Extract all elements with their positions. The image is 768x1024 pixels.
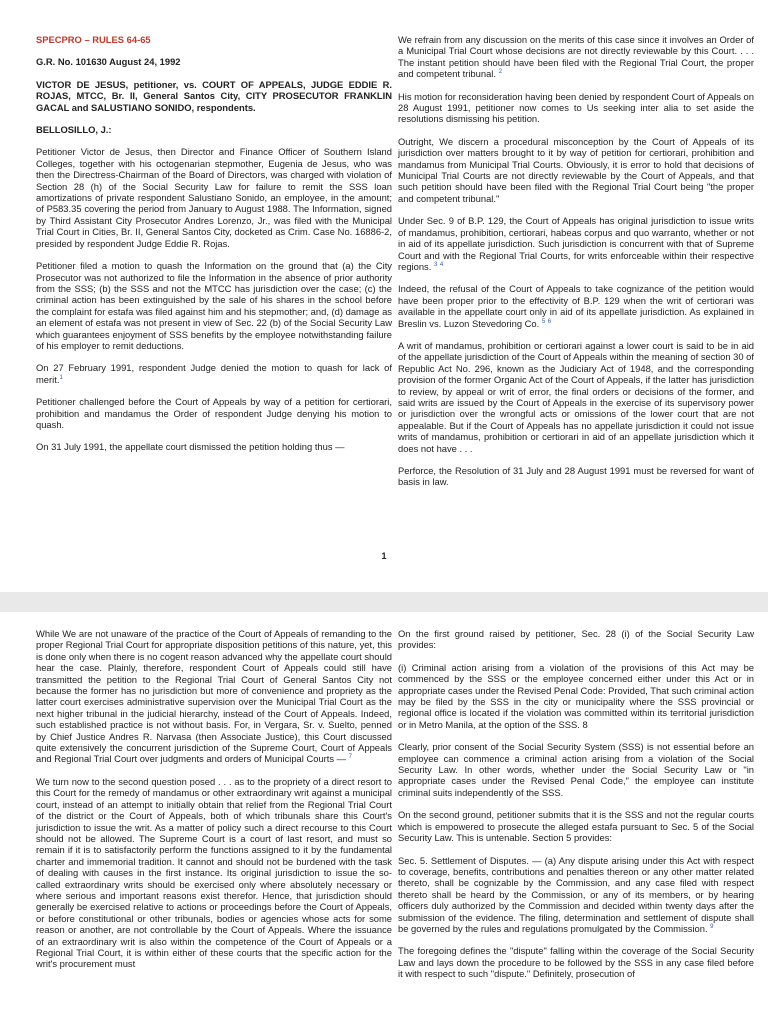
paragraph: Petitioner filed a motion to quash the Information on the ground that (a) the City Prosecutor was not authorized to file the Information in the absence of prior authority from the SSS; (b) the SSS and not the MTCC has jurisdiction over the case; (c) the criminal action has been extinguished by the sale of his shares in the school before the complaint for estafa was filed against him and his stepmother; and, (d) damage as an element of estafa was not present in view of Sec. 22 (b) of the Social Security Law which guarantees enjoyment of SSS benefits by the employee notwithstanding failure of his employer to remit deductions. [36,260,392,351]
paragraph: On the second ground, petitioner submits that it is the SSS and not the regular courts which is empowered to prosecute the alleged estafa pursuant to Sec. 5 of the Social Security Law. This is untenable. Section 5 provides: [398,809,754,844]
paragraph: The foregoing defines the "dispute" falling within the coverage of the Social Security Law and lays down the procedure to be followed by the SSS in any case filed before it with respect to such "dispute." Definitely, prosecution of [398,945,754,980]
paragraph: While We are not unaware of the practice of the Court of Appeals of remanding to the proper Regional Trial Court for appropriate disposition petitions of this nature, yet, this is done only when there is no cogent reason advanced why the appellate court should hear the case. Plainly, therefore, respondent Court of Appeals could still have transmitted the petition to the Regional Trial Court of General Santos City not because the former has no jurisdiction but more of convenience and propriety as the latter court exercises administrative supervision over the Municipal Trial Court as the next higher tribunal in the judicial hierarchy, instead of the Court of Appeals. Indeed, such established practice is not without basis. For, in Vergara, Sr. v. Suelto, penned by Chief Justice Andres R. Narvasa (then Associate Justice), this Court discussed quite extensively the concurrent jurisdiction of the Supreme Court, Court of Appeals and Regional Trial Court over judgments and orders of Municipal Courts — $^7$ [36,628,392,765]
case-number: G.R. No. 101630 August 24, 1992 [36,56,181,68]
paragraph: Perforce, the Resolution of 31 July and 28 August 1991 must be reversed for want of basis in law. [398,465,754,488]
paragraph: Under Sec. 9 of B.P. 129, the Court of Appeals has original jurisdiction to issue writs of mandamus, prohibition, certiorari, habeas corpus and quo warranto, whether or not in aid of its appellate jurisdiction. Such jurisdiction is concurrent with that of Supreme Court and with the Regional Trial Courts, for writs enforceable within their respective regions. $^3$ $^4$ [398,215,754,272]
paragraph: We refrain from any discussion on the merits of this case since it involves an Order of a Municipal Trial Court whose decisions are not directly reviewable by this Court. . . . The instant petition should have been filed with the Regional Trial Court, the proper and competent tribunal. $^2$ [398,34,754,80]
footnote-ref[interactable]: 1 [59,374,63,381]
case-parties: VICTOR DE JESUS, petitioner, vs. COURT OF APPEALS, JUDGE EDDIE R. ROJAS, MTCC, Br. II, General Santos City, CITY PROSECUTOR FRANKLIN GACAL and SALUSTIANO SONIDO, respondents. [36,78,392,113]
paragraph: Indeed, the refusal of the Court of Appeals to take cognizance of the petition would have been proper prior to the effectivity of B.P. 129 when the writ of certiorari was available in the appellate court only in aid of its appellate jurisdiction. As explained in Breslin vs. Luzon Stevedoring Co. $^5$ $^6$ [398,283,754,329]
paragraph: We turn now to the second question posed . . . as to the propriety of a direct resort to this Court for the remedy of mandamus or other extraordinary writ against a municipal court, instead of an attempt to initially obtain that relief from the Regional Trial Court of the district or the Court of Appeals, both of which tribunals share this Court's jurisdiction to issue the writ. As a matter of policy such a direct recourse to this Court should not be allowed. The Supreme Court is a court of last resort, and must so remain if it is to satisfactorily perform the functions assigned to it by the fundamental charter and immemorial tradition. It cannot and should not be burdened with the task of dealing with causes in the first instance. Its original jurisdiction to issue the so-called extraordinary writs should be exercised only where absolutely necessary or where serious and important reasons exist therefor. Hence, that jurisdiction should generally be exercised relative to actions or proceedings before the Court of Appeals, or before constitutional or other tribunals, bodies or agencies whose acts for some reason or another, are not controllable by the Court of Appeals. Where the issuance of an extraordinary writ is also within the competence of the Court of Appeals or a Regional Trial Court, it is within either of these courts that the specific action for the writ's procurement must [36,775,392,970]
paragraph: Petitioner challenged before the Court of Appeals by way of a petition for certiorari, prohibition and mandamus the Order of respondent Judge denying his motion to quash. [36,396,392,430]
footnote-ref[interactable]: 6 [547,318,552,325]
document-header: SPECPRO – RULES 64-65 [36,34,151,45]
paragraph: Clearly, prior consent of the Social Security System (SSS) is not essential before an employee can commence a criminal action arising from a violation of the Social Security Law. In other words, whether under the Social Security Law or "in appropriate cases under the Revised Penal Code," the employee can institute criminal suits independently of the SSS. [398,741,754,798]
paragraph: (i) Criminal action arising from a violation of the provisions of this Act may be commenced by the SSS or the employee concerned either under this Act or in appropriate cases under the Revised Penal Code: Provided, That such criminal action may be filed by the SSS in the city or municipality where the SSS provincial or regional office is located if the violation was committed within its territorial jurisdiction or in Metro Manila, at the option of the SSS. 8 [398,661,754,730]
paragraph: On the first ground raised by petitioner, Sec. 28 (i) of the Social Security Law provides: [398,628,754,651]
paragraph: His motion for reconsideration having been denied by respondent Court of Appeals on 28 August 1991, petitioner now comes to Us seeking inter alia to set aside the resolutions dismissing his petition. [398,90,754,125]
footnote-ref[interactable]: 9 [710,923,714,930]
paragraph: Petitioner Victor de Jesus, then Director and Finance Officer of Southern Island Colleges, together with his octogenarian stepmother, Eugenia de Jesus, who was then the Directress-Chairman of the Board of Directors, was charged with violation of Section 28 (h) of the Social Security Law for failure to remit the SSS loan amortizations of private respondent Salustiano Sonido, an employee, in the amount; of P583.35 covering the period from January to August 1988. The Information, signed by Third Assistant City Prosecutor Andres Lorenzo, Jr., was filed with the Municipal Trial Court in Cities, Br. II, General Santos City, docketed as Crim. Case No. 16886-2, presided by respondent Judge Eddie R. Rojas. [36,146,392,249]
paragraph: On 27 February 1991, respondent Judge denied the motion to quash for lack of merit.$^1$ [36,362,392,385]
footnote-ref[interactable]: 5 [541,318,546,325]
paragraph: Outright, We discern a procedural misconception by the Court of Appeals of its jurisdiction over matters brought to it by way of petition for certiorari, prohibition and mandamus from Municipal Trial Courts. Obviously, it is error to hold that decisions of Municipal Trial Courts are not directly reviewable by the Court of Appeals, and that such petition should have been filed with the Regional Trial Court being "the proper and competent tribunal." [398,135,754,204]
footnote-ref[interactable]: 3 [433,261,438,268]
page-number: 1 [381,551,387,561]
paragraph: A writ of mandamus, prohibition or certiorari against a lower court is said to be in aid of the appellate jurisdiction of the Court of Appeals within the meaning of section 30 of Republic Act No. 296, known as the Judiciary Act of 1948, and the corresponding provision of the former Organic Act of the Court of Appeals, if the latter has jurisdiction to review, by appeal or writ of error, the final orders or decisions of the former, and said writs are issued by the Court of Appeals in the exercise of its supervisory power or jurisdiction over the wrongful acts or omissions of the lower court that are not appealable. But if the Court of Appeals has no appellate jurisdiction it could not issue writs of mandamus, prohibition or certiorari in aid of an appellate jurisdiction which it does not have . . . [398,339,754,454]
footnote-ref[interactable]: 4 [439,261,444,268]
footnote-ref[interactable]: 7 [348,754,353,761]
footnote-ref[interactable]: 2 [498,69,502,76]
paragraph: Sec. 5. Settlement of Disputes. — (a) Any dispute arising under this Act with respect to coverage, benefits, contributions and penalties thereon or any other matter related thereto, shall be cognizable by the Commission, and any case filed with respect thereto shall be heard by the Commission, or any of its members, or by hearing officers duly authorized by the Commission and decided within twenty days after the submission of the evidence. The filing, determination and settlement of dispute shall be governed by the rules and regulations promulgated by the Commission. $^9$ [398,854,754,934]
page1-left-column [36,34,392,464]
page2-left-column [36,628,392,981]
paragraph: On 31 July 1991, the appellate court dismissed the petition holding thus — [36,441,345,453]
ponente: BELLOSILLO, J.: [36,124,112,136]
page1-right-column [398,34,754,499]
page2-right-column [398,628,754,991]
